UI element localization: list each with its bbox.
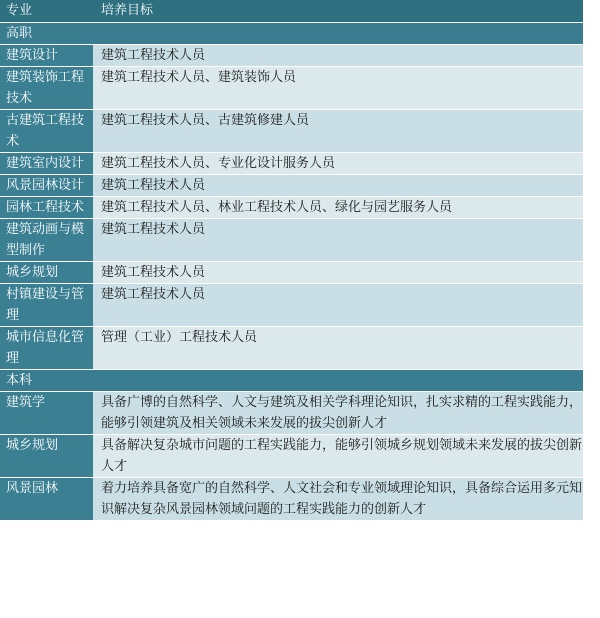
major-cell: 城乡规划 xyxy=(0,262,93,284)
goal-cell: 建筑工程技术人员 xyxy=(93,45,583,67)
header-goal: 培养目标 xyxy=(93,0,583,23)
major-cell: 风景园林设计 xyxy=(0,175,93,197)
header-row xyxy=(0,0,583,23)
section-row xyxy=(0,23,583,45)
section-row xyxy=(0,370,583,392)
goal-cell: 建筑工程技术人员 xyxy=(93,175,583,197)
table-row xyxy=(0,219,583,262)
table-row xyxy=(0,478,583,521)
goal-cell: 建筑工程技术人员、林业工程技术人员、绿化与园艺服务人员 xyxy=(93,197,583,219)
table-row xyxy=(0,262,583,284)
table-row xyxy=(0,45,583,67)
table-row xyxy=(0,284,583,327)
table-row xyxy=(0,327,583,370)
goal-cell: 建筑工程技术人员、专业化设计服务人员 xyxy=(93,153,583,175)
major-cell: 城市信息化管理 xyxy=(0,327,93,370)
table-row xyxy=(0,153,583,175)
goal-cell: 建筑工程技术人员 xyxy=(93,262,583,284)
table-row xyxy=(0,392,583,435)
major-cell: 风景园林 xyxy=(0,478,93,521)
goal-cell: 管理（工业）工程技术人员 xyxy=(93,327,583,370)
major-cell: 建筑动画与模型制作 xyxy=(0,219,93,262)
major-cell: 建筑设计 xyxy=(0,45,93,67)
section-title: 本科 xyxy=(0,370,583,392)
major-cell: 古建筑工程技术 xyxy=(0,110,93,153)
goal-cell: 建筑工程技术人员、古建筑修建人员 xyxy=(93,110,583,153)
major-cell: 建筑学 xyxy=(0,392,93,435)
table-row xyxy=(0,67,583,110)
goal-cell: 具备广博的自然科学、人文与建筑及相关学科理论知识，扎实求精的工程实践能力，能够引领建筑及相关领域未来发展的拔尖创新人才 xyxy=(93,392,583,435)
table-row xyxy=(0,110,583,153)
table-row xyxy=(0,197,583,219)
goal-cell: 着力培养具备宽广的自然科学、人文社会和专业领域理论知识，具备综合运用多元知识解决复杂风景园林领域问题的工程实践能力的创新人才 xyxy=(93,478,583,521)
major-cell: 建筑室内设计 xyxy=(0,153,93,175)
goal-cell: 建筑工程技术人员 xyxy=(93,284,583,327)
header-major: 专业 xyxy=(0,0,93,23)
table-row xyxy=(0,175,583,197)
goal-cell: 建筑工程技术人员、建筑装饰人员 xyxy=(93,67,583,110)
major-cell: 建筑装饰工程技术 xyxy=(0,67,93,110)
section-title: 高职 xyxy=(0,23,583,45)
goal-cell: 具备解决复杂城市问题的工程实践能力，能够引领城乡规划领域未来发展的拔尖创新人才 xyxy=(93,435,583,478)
major-cell: 园林工程技术 xyxy=(0,197,93,219)
table-row xyxy=(0,435,583,478)
major-cell: 城乡规划 xyxy=(0,435,93,478)
goal-cell: 建筑工程技术人员 xyxy=(93,219,583,262)
major-cell: 村镇建设与管理 xyxy=(0,284,93,327)
